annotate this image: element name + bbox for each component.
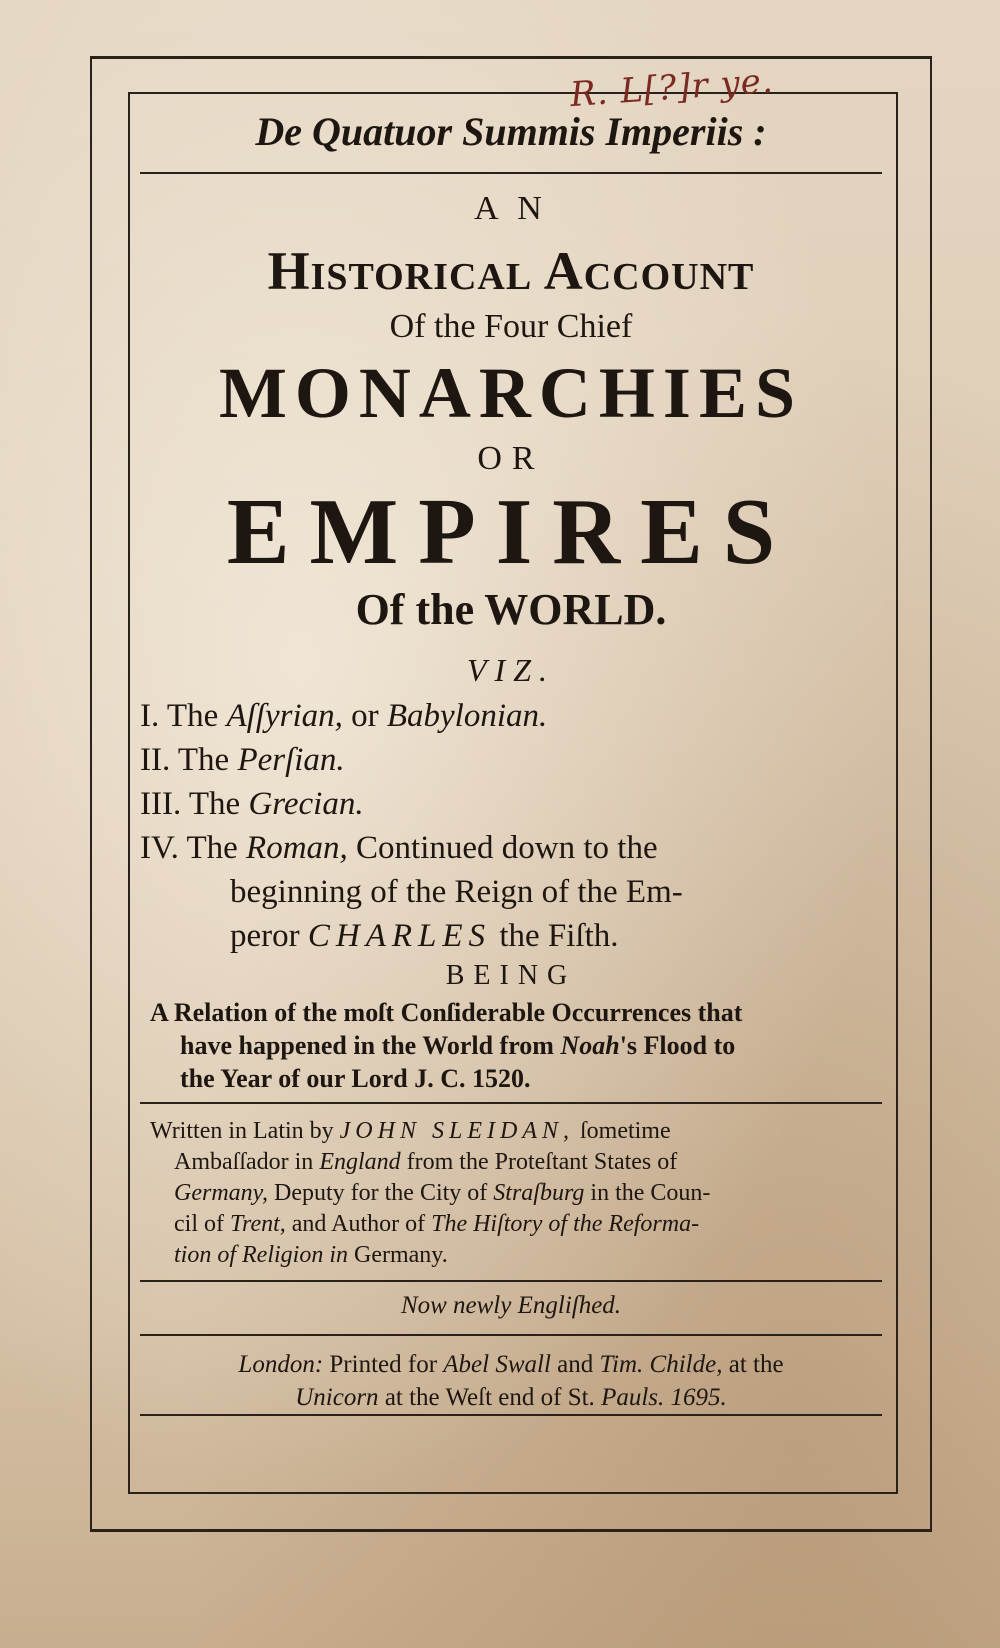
list-text: peror [230, 918, 308, 954]
relation-line [150, 1029, 880, 1062]
rule-3 [140, 1280, 882, 1282]
being-heading: BEING [445, 960, 577, 991]
author-text: ſometime [573, 1118, 671, 1144]
author-italic: tion of Religion in [174, 1242, 348, 1268]
imprint [128, 1348, 894, 1414]
relation-line: the Year of our Lord J. C. 1520. [180, 1064, 531, 1093]
list-number: III. [140, 786, 182, 822]
being-relation [150, 996, 880, 1095]
list-text: The [166, 698, 227, 734]
author-text: Written in Latin by [150, 1118, 340, 1144]
viz-label: VIZ. [467, 652, 555, 688]
imprint-text: at the Weſt end of St. [378, 1384, 602, 1411]
imprint-italic: Pauls. [601, 1384, 665, 1411]
list-name: Grecian. [248, 786, 364, 822]
relation-text: 's Flood to [619, 1031, 736, 1060]
list-name: Aſſyrian, [226, 698, 343, 734]
latin-header: De Quatuor Summis Imperiis : [255, 109, 767, 154]
author-italic: Straſburg [493, 1180, 585, 1206]
list-continuation: beginning of the Reign of the Em- [230, 874, 683, 910]
imprint-line [128, 1348, 894, 1381]
rule-2 [140, 1102, 882, 1104]
relation-text: have happened in the World from [180, 1031, 561, 1060]
list-item [140, 738, 880, 782]
title-empires: EMPIRES [226, 480, 796, 584]
list-name: Perſian. [237, 742, 345, 778]
imprint-italic: Tim. Childe, [599, 1351, 723, 1378]
list-name: Roman, [246, 830, 348, 866]
author-line [150, 1116, 880, 1147]
imprint-year: 1695. [664, 1384, 727, 1411]
author-text: cil of [174, 1211, 230, 1237]
author-name: JOHN SLEIDAN, [339, 1118, 574, 1144]
author-italic: The Hiſtory of the Reforma- [431, 1211, 700, 1237]
list-number: I. [140, 698, 160, 734]
list-number: II. [140, 742, 171, 778]
list-item [140, 782, 880, 826]
relation-line: A Relation of the moſt Conſiderable Occurrences that [150, 998, 743, 1027]
title-historical-account: Historical Account [267, 241, 755, 301]
author-line [150, 1178, 880, 1209]
author-italic: Germany, [174, 1180, 268, 1206]
author-line [150, 1240, 880, 1271]
author-line [150, 1147, 880, 1178]
newly-englished: Now newly Engliſhed. [400, 1292, 622, 1319]
list-continuation [140, 914, 880, 958]
author-text: Deputy for the City of [267, 1180, 494, 1206]
list-alt-name: Babylonian. [386, 698, 548, 734]
list-item [140, 826, 880, 870]
imprint-italic: Abel Swall [443, 1351, 551, 1378]
title-of-the-world: Of the WORLD. [355, 585, 667, 634]
title-or: OR [477, 440, 545, 477]
author-text: from the Proteſtant States of [400, 1149, 678, 1175]
list-text: The [177, 742, 238, 778]
author-text: in the Coun- [584, 1180, 711, 1206]
list-text: the Fiſth. [491, 918, 619, 954]
imprint-text: at the [722, 1351, 784, 1378]
monarchies-list [140, 694, 880, 958]
imprint-italic: London: [238, 1351, 324, 1378]
list-text: Continued down to the [347, 830, 658, 866]
rule-5 [140, 1414, 882, 1416]
author-line [150, 1209, 880, 1240]
list-text: The [188, 786, 249, 822]
list-text: The [186, 830, 247, 866]
list-text: or [342, 698, 387, 734]
title-monarchies: MONARCHIES [218, 353, 804, 433]
title-four-chief: Of the Four Chief [389, 308, 633, 345]
emperor-name: CHARLES [307, 918, 492, 954]
title-an: A N [474, 190, 548, 227]
relation-italic: Noah [560, 1031, 620, 1060]
handwritten-signature: R. L[?]r ye. [568, 60, 775, 116]
imprint-italic: Unicorn [295, 1384, 379, 1411]
imprint-text: and [550, 1351, 600, 1378]
rule-1 [140, 172, 882, 174]
imprint-text: Printed for [323, 1351, 444, 1378]
author-text: and Author of [285, 1211, 432, 1237]
author-text: Ambaſſador in [174, 1149, 320, 1175]
author-block [150, 1116, 880, 1271]
list-number: IV. [140, 830, 179, 866]
list-item [140, 694, 880, 738]
author-text: Germany. [348, 1242, 448, 1268]
imprint-line [128, 1381, 894, 1414]
author-italic: Trent, [229, 1211, 286, 1237]
rule-4 [140, 1334, 882, 1336]
author-italic: England [319, 1149, 401, 1175]
